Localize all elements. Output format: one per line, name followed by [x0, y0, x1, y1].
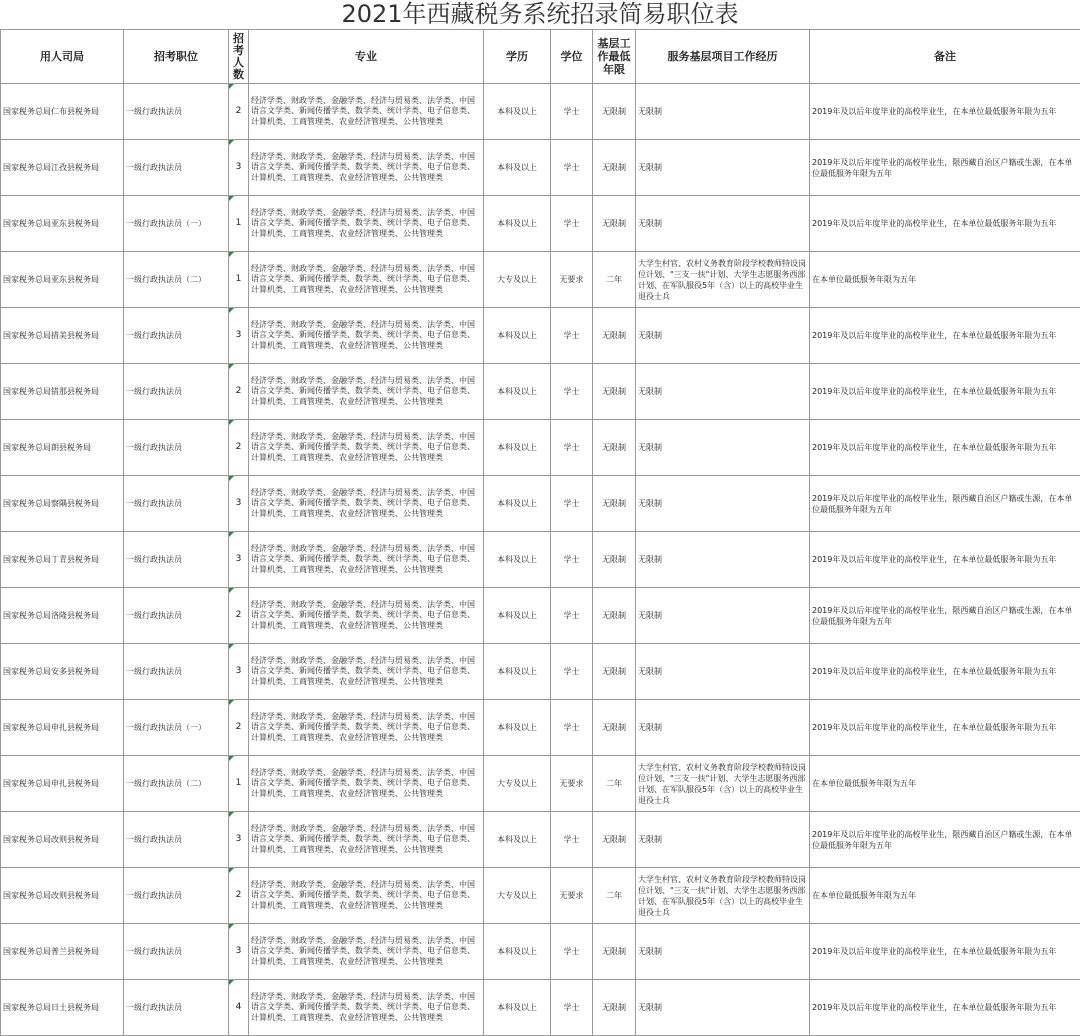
- header-agency: 用人司局: [1, 30, 124, 84]
- cell-education: 本科及以上: [484, 84, 551, 140]
- cell-degree: 无要求: [551, 252, 593, 308]
- cell-agency: 国家税务总局朗县税务局: [1, 420, 124, 476]
- cell-position: 一级行政执法员（一）: [124, 196, 229, 252]
- cell-count: [229, 252, 249, 308]
- cell-education: 本科及以上: [484, 308, 551, 364]
- cell-education: 大专及以上: [484, 252, 551, 308]
- cell-agency: 国家税务总局改则县税务局: [1, 868, 124, 924]
- cell-notes: 2019年及以后年度毕业的高校毕业生，在本单位最低服务年限为五年: [810, 644, 1080, 700]
- cell-count: [229, 924, 249, 980]
- cell-education: 本科及以上: [484, 812, 551, 868]
- cell-major: 经济学类、财政学类、金融学类、经济与贸易类、法学类、中国语言文学类、新闻传播学类、数学类、统计学类、电子信息类、计算机类、工商管理类、农业经济管理类、公共管理类: [249, 252, 484, 308]
- cell-service-experience: 大学生村官、农村义务教育阶段学校教师特设岗位计划、"三支一扶"计划、大学生志愿服务西部计划、在军队服役5年（含）以上的高校毕业生退役士兵: [636, 868, 810, 924]
- cell-education: 大专及以上: [484, 756, 551, 812]
- document-title: 2021年西藏税务系统招录简易职位表: [0, 0, 1080, 29]
- table-row: [1, 84, 1080, 140]
- cell-agency: 国家税务总局丁青县税务局: [1, 532, 124, 588]
- cell-notes: 2019年及以后年度毕业的高校毕业生，限西藏自治区户籍或生源，在本单位最低服务年限为五年: [810, 812, 1080, 868]
- count-value: 2: [236, 106, 242, 116]
- table-row: [1, 420, 1080, 476]
- cell-degree: 学士: [551, 308, 593, 364]
- cell-notes: 2019年及以后年度毕业的高校毕业生，限西藏自治区户籍或生源，在本单位最低服务年限为五年: [810, 476, 1080, 532]
- table-row: [1, 812, 1080, 868]
- cell-agency: 国家税务总局日土县税务局: [1, 980, 124, 1036]
- cell-service-experience: 无限制: [636, 308, 810, 364]
- comment-marker-icon: [229, 196, 234, 201]
- cell-position: 一级行政执法员: [124, 588, 229, 644]
- cell-agency: 国家税务总局申扎县税务局: [1, 756, 124, 812]
- cell-grassroots-years: 无限制: [593, 420, 636, 476]
- cell-education: 本科及以上: [484, 476, 551, 532]
- table-row: [1, 588, 1080, 644]
- cell-notes: 2019年及以后年度毕业的高校毕业生，在本单位最低服务年限为五年: [810, 420, 1080, 476]
- cell-degree: 学士: [551, 700, 593, 756]
- comment-marker-icon: [229, 476, 234, 481]
- count-value: 4: [236, 1002, 242, 1012]
- cell-grassroots-years: 无限制: [593, 700, 636, 756]
- cell-major: 经济学类、财政学类、金融学类、经济与贸易类、法学类、中国语言文学类、新闻传播学类、数学类、统计学类、电子信息类、计算机类、工商管理类、农业经济管理类、公共管理类: [249, 868, 484, 924]
- cell-notes: 2019年及以后年度毕业的高校毕业生，在本单位最低服务年限为五年: [810, 308, 1080, 364]
- cell-notes: 2019年及以后年度毕业的高校毕业生，在本单位最低服务年限为五年: [810, 196, 1080, 252]
- count-value: 3: [236, 162, 242, 172]
- comment-marker-icon: [229, 812, 234, 817]
- count-value: 1: [236, 274, 242, 284]
- cell-major: 经济学类、财政学类、金融学类、经济与贸易类、法学类、中国语言文学类、新闻传播学类、数学类、统计学类、电子信息类、计算机类、工商管理类、农业经济管理类、公共管理类: [249, 196, 484, 252]
- cell-agency: 国家税务总局亚东县税务局: [1, 196, 124, 252]
- cell-major: 经济学类、财政学类、金融学类、经济与贸易类、法学类、中国语言文学类、新闻传播学类、数学类、统计学类、电子信息类、计算机类、工商管理类、农业经济管理类、公共管理类: [249, 644, 484, 700]
- cell-major: 经济学类、财政学类、金融学类、经济与贸易类、法学类、中国语言文学类、新闻传播学类、数学类、统计学类、电子信息类、计算机类、工商管理类、农业经济管理类、公共管理类: [249, 308, 484, 364]
- cell-degree: 学士: [551, 84, 593, 140]
- count-value: 3: [236, 946, 242, 956]
- comment-marker-icon: [229, 980, 234, 985]
- cell-grassroots-years: 无限制: [593, 308, 636, 364]
- cell-notes: 2019年及以后年度毕业的高校毕业生，在本单位最低服务年限为五年: [810, 84, 1080, 140]
- table-row: [1, 924, 1080, 980]
- cell-service-experience: 无限制: [636, 924, 810, 980]
- comment-marker-icon: [229, 308, 234, 313]
- cell-service-experience: 大学生村官、农村义务教育阶段学校教师特设岗位计划、"三支一扶"计划、大学生志愿服务西部计划、在军队服役5年（含）以上的高校毕业生退役士兵: [636, 756, 810, 812]
- cell-count: [229, 756, 249, 812]
- cell-service-experience: 无限制: [636, 700, 810, 756]
- cell-position: 一级行政执法员（二）: [124, 756, 229, 812]
- comment-marker-icon: [229, 588, 234, 593]
- cell-major: 经济学类、财政学类、金融学类、经济与贸易类、法学类、中国语言文学类、新闻传播学类、数学类、统计学类、电子信息类、计算机类、工商管理类、农业经济管理类、公共管理类: [249, 532, 484, 588]
- table-row: [1, 532, 1080, 588]
- cell-major: 经济学类、财政学类、金融学类、经济与贸易类、法学类、中国语言文学类、新闻传播学类、数学类、统计学类、电子信息类、计算机类、工商管理类、农业经济管理类、公共管理类: [249, 588, 484, 644]
- header-position: 招考职位: [124, 30, 229, 84]
- cell-grassroots-years: 二年: [593, 252, 636, 308]
- cell-major: 经济学类、财政学类、金融学类、经济与贸易类、法学类、中国语言文学类、新闻传播学类、数学类、统计学类、电子信息类、计算机类、工商管理类、农业经济管理类、公共管理类: [249, 84, 484, 140]
- header-major: 专业: [249, 30, 484, 84]
- cell-degree: 学士: [551, 532, 593, 588]
- table-row: [1, 196, 1080, 252]
- cell-degree: 学士: [551, 812, 593, 868]
- cell-notes: 在本单位最低服务年限为五年: [810, 252, 1080, 308]
- count-value: 3: [236, 330, 242, 340]
- cell-education: 本科及以上: [484, 644, 551, 700]
- header-education: 学历: [484, 30, 551, 84]
- cell-service-experience: 无限制: [636, 364, 810, 420]
- cell-position: 一级行政执法员: [124, 812, 229, 868]
- cell-notes: 2019年及以后年度毕业的高校毕业生，在本单位最低服务年限为五年: [810, 700, 1080, 756]
- cell-agency: 国家税务总局安多县税务局: [1, 644, 124, 700]
- cell-count: [229, 196, 249, 252]
- comment-marker-icon: [229, 644, 234, 649]
- cell-position: 一级行政执法员: [124, 420, 229, 476]
- cell-notes: 在本单位最低服务年限为五年: [810, 868, 1080, 924]
- cell-degree: 无要求: [551, 756, 593, 812]
- count-value: 3: [236, 498, 242, 508]
- count-value: 3: [236, 666, 242, 676]
- cell-agency: 国家税务总局仁布县税务局: [1, 84, 124, 140]
- cell-service-experience: 无限制: [636, 980, 810, 1036]
- count-value: 2: [236, 722, 242, 732]
- cell-education: 本科及以上: [484, 588, 551, 644]
- cell-degree: 学士: [551, 140, 593, 196]
- cell-service-experience: 无限制: [636, 140, 810, 196]
- comment-marker-icon: [229, 84, 234, 89]
- cell-position: 一级行政执法员: [124, 84, 229, 140]
- cell-service-experience: 大学生村官、农村义务教育阶段学校教师特设岗位计划、"三支一扶"计划、大学生志愿服务西部计划、在军队服役5年（含）以上的高校毕业生退役士兵: [636, 252, 810, 308]
- cell-degree: 无要求: [551, 868, 593, 924]
- cell-count: [229, 532, 249, 588]
- cell-service-experience: 无限制: [636, 588, 810, 644]
- cell-count: [229, 588, 249, 644]
- cell-degree: 学士: [551, 364, 593, 420]
- header-grassroots-years: 基层工作最低年限: [593, 30, 636, 84]
- comment-marker-icon: [229, 756, 234, 761]
- cell-degree: 学士: [551, 196, 593, 252]
- cell-education: 大专及以上: [484, 868, 551, 924]
- count-value: 2: [236, 890, 242, 900]
- comment-marker-icon: [229, 252, 234, 257]
- cell-grassroots-years: 无限制: [593, 140, 636, 196]
- cell-major: 经济学类、财政学类、金融学类、经济与贸易类、法学类、中国语言文学类、新闻传播学类、数学类、统计学类、电子信息类、计算机类、工商管理类、农业经济管理类、公共管理类: [249, 980, 484, 1036]
- cell-notes: 在本单位最低服务年限为五年: [810, 756, 1080, 812]
- comment-marker-icon: [229, 420, 234, 425]
- cell-education: 本科及以上: [484, 196, 551, 252]
- cell-agency: 国家税务总局亚东县税务局: [1, 252, 124, 308]
- cell-position: 一级行政执法员: [124, 980, 229, 1036]
- cell-grassroots-years: 无限制: [593, 644, 636, 700]
- cell-count: [229, 476, 249, 532]
- cell-count: [229, 364, 249, 420]
- table-row: [1, 140, 1080, 196]
- count-value: 3: [236, 834, 242, 844]
- cell-grassroots-years: 无限制: [593, 532, 636, 588]
- cell-degree: 学士: [551, 924, 593, 980]
- count-value: 2: [236, 610, 242, 620]
- cell-position: 一级行政执法员: [124, 364, 229, 420]
- cell-major: 经济学类、财政学类、金融学类、经济与贸易类、法学类、中国语言文学类、新闻传播学类、数学类、统计学类、电子信息类、计算机类、工商管理类、农业经济管理类、公共管理类: [249, 812, 484, 868]
- table-row: [1, 756, 1080, 812]
- comment-marker-icon: [229, 364, 234, 369]
- table-row: [1, 476, 1080, 532]
- comment-marker-icon: [229, 924, 234, 929]
- cell-position: 一级行政执法员（二）: [124, 252, 229, 308]
- cell-count: [229, 84, 249, 140]
- table-row: [1, 980, 1080, 1036]
- table-row: [1, 644, 1080, 700]
- cell-agency: 国家税务总局洛隆县税务局: [1, 588, 124, 644]
- count-value: 2: [236, 386, 242, 396]
- table-row: [1, 364, 1080, 420]
- cell-position: 一级行政执法员: [124, 308, 229, 364]
- count-value: 3: [236, 554, 242, 564]
- table-row: [1, 308, 1080, 364]
- cell-position: 一级行政执法员: [124, 644, 229, 700]
- cell-major: 经济学类、财政学类、金融学类、经济与贸易类、法学类、中国语言文学类、新闻传播学类、数学类、统计学类、电子信息类、计算机类、工商管理类、农业经济管理类、公共管理类: [249, 476, 484, 532]
- header-degree: 学位: [551, 30, 593, 84]
- cell-degree: 学士: [551, 588, 593, 644]
- cell-education: 本科及以上: [484, 364, 551, 420]
- cell-notes: 2019年及以后年度毕业的高校毕业生，在本单位最低服务年限为五年: [810, 532, 1080, 588]
- cell-grassroots-years: 无限制: [593, 588, 636, 644]
- cell-position: 一级行政执法员: [124, 532, 229, 588]
- cell-agency: 国家税务总局改则县税务局: [1, 812, 124, 868]
- cell-count: [229, 140, 249, 196]
- cell-agency: 国家税务总局察隅县税务局: [1, 476, 124, 532]
- comment-marker-icon: [229, 868, 234, 873]
- cell-major: 经济学类、财政学类、金融学类、经济与贸易类、法学类、中国语言文学类、新闻传播学类、数学类、统计学类、电子信息类、计算机类、工商管理类、农业经济管理类、公共管理类: [249, 420, 484, 476]
- comment-marker-icon: [229, 532, 234, 537]
- cell-notes: 2019年及以后年度毕业的高校毕业生，在本单位最低服务年限为五年: [810, 980, 1080, 1036]
- cell-grassroots-years: 无限制: [593, 980, 636, 1036]
- cell-degree: 学士: [551, 980, 593, 1036]
- cell-major: 经济学类、财政学类、金融学类、经济与贸易类、法学类、中国语言文学类、新闻传播学类、数学类、统计学类、电子信息类、计算机类、工商管理类、农业经济管理类、公共管理类: [249, 756, 484, 812]
- cell-count: [229, 868, 249, 924]
- comment-marker-icon: [229, 700, 234, 705]
- cell-education: 本科及以上: [484, 980, 551, 1036]
- cell-service-experience: 无限制: [636, 420, 810, 476]
- cell-education: 本科及以上: [484, 420, 551, 476]
- cell-education: 本科及以上: [484, 924, 551, 980]
- cell-major: 经济学类、财政学类、金融学类、经济与贸易类、法学类、中国语言文学类、新闻传播学类、数学类、统计学类、电子信息类、计算机类、工商管理类、农业经济管理类、公共管理类: [249, 924, 484, 980]
- cell-count: [229, 812, 249, 868]
- cell-major: 经济学类、财政学类、金融学类、经济与贸易类、法学类、中国语言文学类、新闻传播学类、数学类、统计学类、电子信息类、计算机类、工商管理类、农业经济管理类、公共管理类: [249, 140, 484, 196]
- cell-count: [229, 980, 249, 1036]
- cell-count: [229, 308, 249, 364]
- cell-position: 一级行政执法员: [124, 924, 229, 980]
- cell-position: 一级行政执法员: [124, 868, 229, 924]
- cell-degree: 学士: [551, 644, 593, 700]
- cell-count: [229, 420, 249, 476]
- cell-grassroots-years: 无限制: [593, 924, 636, 980]
- table-row: [1, 700, 1080, 756]
- cell-service-experience: 无限制: [636, 812, 810, 868]
- cell-agency: 国家税务总局申扎县税务局: [1, 700, 124, 756]
- header-row: [1, 30, 1080, 84]
- cell-grassroots-years: 无限制: [593, 364, 636, 420]
- cell-grassroots-years: 无限制: [593, 196, 636, 252]
- cell-major: 经济学类、财政学类、金融学类、经济与贸易类、法学类、中国语言文学类、新闻传播学类、数学类、统计学类、电子信息类、计算机类、工商管理类、农业经济管理类、公共管理类: [249, 364, 484, 420]
- cell-service-experience: 无限制: [636, 476, 810, 532]
- cell-notes: 2019年及以后年度毕业的高校毕业生，限西藏自治区户籍或生源，在本单位最低服务年限为五年: [810, 140, 1080, 196]
- cell-position: 一级行政执法员: [124, 140, 229, 196]
- cell-service-experience: 无限制: [636, 196, 810, 252]
- cell-education: 本科及以上: [484, 140, 551, 196]
- cell-notes: 2019年及以后年度毕业的高校毕业生，在本单位最低服务年限为五年: [810, 364, 1080, 420]
- cell-agency: 国家税务总局措美县税务局: [1, 308, 124, 364]
- cell-grassroots-years: 无限制: [593, 812, 636, 868]
- cell-education: 本科及以上: [484, 532, 551, 588]
- cell-count: [229, 644, 249, 700]
- cell-grassroots-years: 二年: [593, 868, 636, 924]
- cell-degree: 学士: [551, 420, 593, 476]
- cell-position: 一级行政执法员: [124, 476, 229, 532]
- cell-agency: 国家税务总局江孜县税务局: [1, 140, 124, 196]
- cell-position: 一级行政执法员（一）: [124, 700, 229, 756]
- table-row: [1, 868, 1080, 924]
- cell-degree: 学士: [551, 476, 593, 532]
- table-row: [1, 252, 1080, 308]
- cell-major: 经济学类、财政学类、金融学类、经济与贸易类、法学类、中国语言文学类、新闻传播学类、数学类、统计学类、电子信息类、计算机类、工商管理类、农业经济管理类、公共管理类: [249, 700, 484, 756]
- cell-grassroots-years: 无限制: [593, 84, 636, 140]
- count-value: 1: [236, 218, 242, 228]
- cell-count: [229, 700, 249, 756]
- cell-service-experience: 无限制: [636, 84, 810, 140]
- cell-grassroots-years: 二年: [593, 756, 636, 812]
- cell-notes: 2019年及以后年度毕业的高校毕业生，限西藏自治区户籍或生源，在本单位最低服务年限为五年: [810, 588, 1080, 644]
- cell-education: 本科及以上: [484, 700, 551, 756]
- header-notes: 备注: [810, 30, 1080, 84]
- header-service-experience: 服务基层项目工作经历: [636, 30, 810, 84]
- count-value: 2: [236, 442, 242, 452]
- cell-notes: 2019年及以后年度毕业的高校毕业生，在本单位最低服务年限为五年: [810, 924, 1080, 980]
- cell-service-experience: 无限制: [636, 644, 810, 700]
- cell-grassroots-years: 无限制: [593, 476, 636, 532]
- cell-service-experience: 无限制: [636, 532, 810, 588]
- header-count: 招考人数: [229, 30, 249, 84]
- cell-agency: 国家税务总局错那县税务局: [1, 364, 124, 420]
- comment-marker-icon: [229, 140, 234, 145]
- positions-table: [0, 29, 1080, 1036]
- cell-agency: 国家税务总局普兰县税务局: [1, 924, 124, 980]
- count-value: 1: [236, 778, 242, 788]
